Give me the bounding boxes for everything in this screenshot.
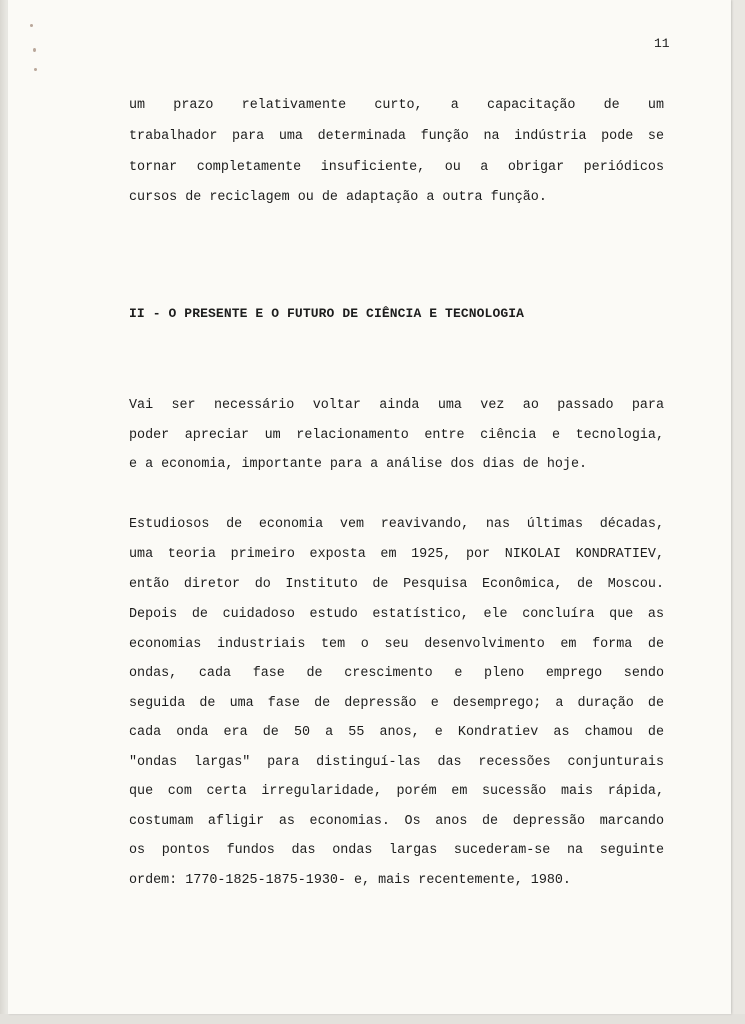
paper-speck	[30, 24, 33, 27]
paragraph3-line: seguida de uma fase de depressão e desemprego; a duração de	[129, 696, 664, 711]
section-heading: II - O PRESENTE E O FUTURO DE CIÊNCIA E TECNOLOGIA	[129, 306, 525, 321]
paragraph2-line: e a economia, importante para a análise dos dias de hoje.	[129, 457, 588, 472]
paragraph3-line: costumam afligir as economias. Os anos de depressão marcando	[129, 814, 664, 829]
paragraph3-line: economias industriais tem o seu desenvolvimento em forma de	[129, 637, 664, 652]
paragraph3-line: ordem: 1770-1825-1875-1930- e, mais recentemente, 1980.	[129, 873, 571, 888]
paragraph3-line: uma teoria primeiro exposta em 1925, por NIKOLAI KONDRATIEV,	[129, 547, 664, 562]
paragraph3-line: que com certa irregularidade, porém em sucessão mais rápida,	[129, 784, 664, 799]
paragraph3-line: os pontos fundos das ondas largas sucederam-se na seguinte	[129, 843, 664, 858]
paragraph3-line: Estudiosos de economia vem reavivando, nas últimas décadas,	[129, 517, 664, 532]
paragraph1-line: um prazo relativamente curto, a capacitação de um	[129, 98, 664, 113]
page-number: 11	[654, 36, 670, 51]
paragraph1-line: trabalhador para uma determinada função na indústria pode se	[129, 129, 664, 144]
paragraph1-line: cursos de reciclagem ou de adaptação a outra função.	[129, 190, 547, 205]
paper-speck	[34, 68, 37, 71]
paragraph3-line: "ondas largas" para distinguí-las das recessões conjunturais	[129, 755, 664, 770]
paragraph2-line: Vai ser necessário voltar ainda uma vez ao passado para	[129, 398, 664, 413]
page-left-edge	[0, 0, 8, 1024]
paragraph3-line: cada onda era de 50 a 55 anos, e Kondratiev as chamou de	[129, 725, 664, 740]
paper-speck	[33, 48, 36, 52]
paragraph2-line: poder apreciar um relacionamento entre ciência e tecnologia,	[129, 428, 664, 443]
page-bottom-edge	[0, 1014, 745, 1024]
document-page	[8, 0, 731, 1014]
paragraph3-line: ondas, cada fase de crescimento e pleno emprego sendo	[129, 666, 664, 681]
paragraph1-line: tornar completamente insuficiente, ou a obrigar periódicos	[129, 160, 664, 175]
paragraph3-line: Depois de cuidadoso estudo estatístico, ele concluíra que as	[129, 607, 664, 622]
paragraph3-line: então diretor do Instituto de Pesquisa Econômica, de Moscou.	[129, 577, 664, 592]
